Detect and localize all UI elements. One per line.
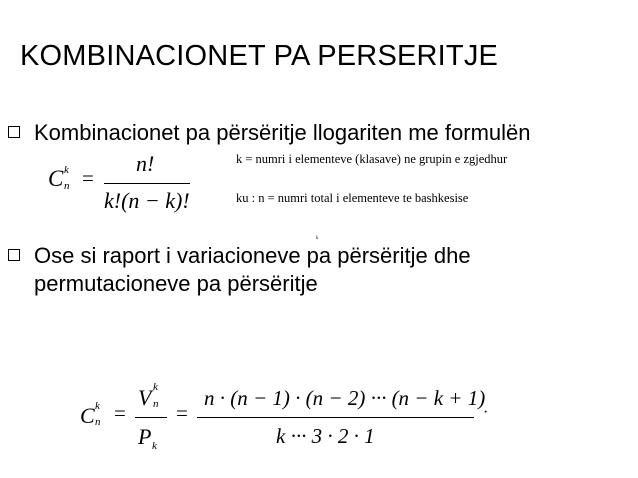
fraction-bar (135, 417, 167, 418)
hollow-square-bullet-icon (8, 126, 20, 138)
bullet-text: Kombinacionet pa përsëritje llogariten me formulën (34, 120, 531, 145)
variation-superscript: k (153, 381, 158, 393)
permutation-subscript: k (152, 440, 157, 452)
bullet-text: Ose si raport i variacioneve pa përsëritje dhe permutacioneve pa përsëritje (34, 243, 471, 296)
bullet-item-ratio (8, 242, 554, 298)
formula-equals: = (82, 166, 94, 190)
formula-lhs-subscript: n (64, 180, 70, 192)
variation-subscript: n (153, 398, 159, 410)
formula-equals: = (114, 401, 126, 425)
formula-lhs-superscript: k (95, 400, 100, 412)
combination-formula (48, 150, 248, 220)
formula-lhs: C (48, 166, 64, 191)
formula-denominator: k ··· 3 · 2 · 1 (276, 424, 375, 448)
bullet-item-formula (8, 119, 530, 147)
stray-symbol: k (316, 236, 319, 241)
trailing-dot: · (483, 404, 489, 421)
variation-symbol: V (138, 385, 152, 410)
definition-n: ku : n = numri total i elementeve te bashkesise (236, 191, 469, 205)
permutation-symbol: P (138, 424, 152, 449)
formula-lhs: C (80, 403, 95, 428)
formula-denominator: k!(n − k)! (104, 188, 190, 213)
slide-title: KOMBINACIONET PA PERSERITJE (20, 40, 499, 72)
formula-numerator: n · (n − 1) · (n − 2) ··· (n − k + 1) (204, 386, 486, 410)
formula-numerator: n! (136, 151, 155, 176)
ratio-formula (80, 382, 500, 462)
fraction-bar (197, 417, 474, 418)
formula-lhs-subscript: n (95, 416, 101, 428)
formula-lhs-superscript: k (64, 164, 69, 176)
fraction-bar (104, 183, 190, 184)
hollow-square-bullet-icon (8, 249, 20, 261)
definition-k: k = numri i elementeve (klasave) ne grupin e zgjedhur (236, 152, 508, 166)
formula-equals: = (176, 401, 188, 425)
